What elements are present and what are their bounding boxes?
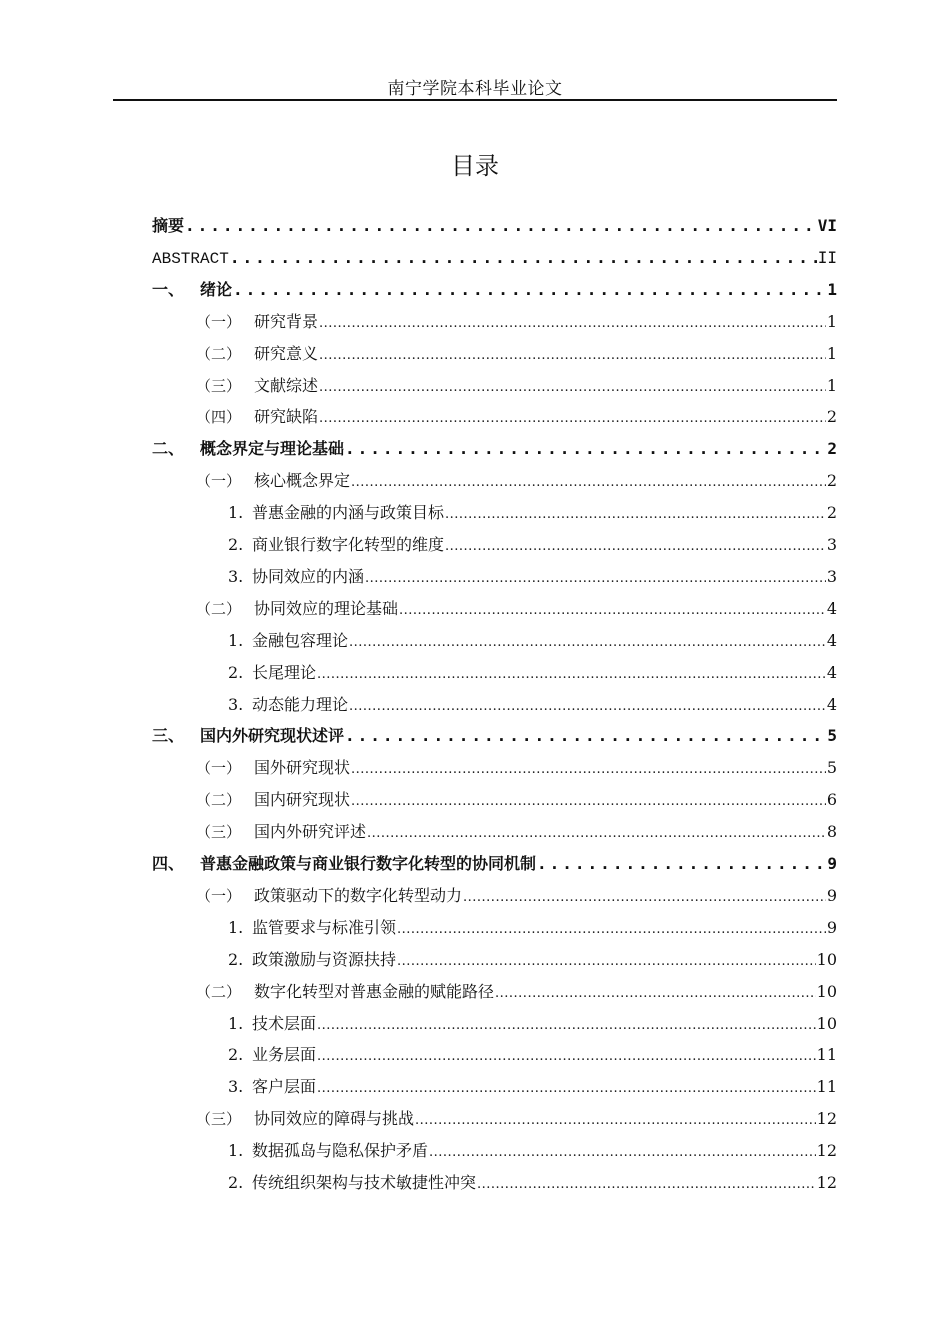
toc-dot-leader [319, 344, 826, 368]
toc-entry-number: （一） [196, 472, 242, 490]
toc-entry[interactable] [228, 1171, 837, 1195]
toc-dot-leader [429, 1141, 816, 1165]
toc-dot-leader [317, 663, 826, 687]
toc-entry[interactable] [152, 437, 837, 461]
toc-entry-title: 文献综述 [254, 376, 319, 395]
toc-entry-page: VI [817, 216, 837, 235]
toc-entry[interactable] [196, 310, 837, 334]
toc-dot-leader [345, 437, 826, 461]
toc-dot-leader [351, 471, 826, 495]
toc-entry-title: 业务层面 [252, 1045, 317, 1064]
toc-entry[interactable] [196, 405, 837, 429]
toc-entry-number: 2. [228, 663, 244, 682]
toc-entry[interactable] [228, 948, 837, 972]
toc-dot-leader [445, 503, 826, 527]
toc-entry-number: （四） [196, 408, 242, 426]
toc-dot-leader [445, 535, 826, 559]
toc-entry-title: 协同效应的理论基础 [254, 599, 399, 618]
toc-dot-leader [367, 822, 826, 846]
toc-entry-number: 3. [228, 695, 244, 714]
toc-dot-leader [319, 407, 826, 431]
toc-entry[interactable] [228, 533, 837, 557]
toc-entry-page: 3 [826, 535, 837, 554]
toc-entry-number: （二） [196, 345, 242, 363]
toc-entry-title: 核心概念界定 [254, 471, 351, 490]
toc-entry[interactable] [152, 214, 837, 238]
toc-entry-number: （二） [196, 791, 242, 809]
toc-entry[interactable] [228, 693, 837, 717]
toc-dot-leader [397, 918, 826, 942]
toc-entry-title: 政策激励与资源扶持 [252, 950, 397, 969]
toc-entry-page: 1 [826, 376, 837, 395]
toc-entry[interactable] [196, 374, 837, 398]
toc-entry[interactable] [196, 820, 837, 844]
toc-entry-page: 4 [826, 695, 837, 714]
toc-dot-leader [495, 982, 816, 1006]
toc-dot-leader [319, 312, 826, 336]
toc-entry-title: 传统组织架构与技术敏捷性冲突 [252, 1173, 477, 1192]
toc-entry-page: 2 [827, 439, 837, 458]
toc-dot-leader [399, 599, 826, 623]
toc-entry-title: 商业银行数字化转型的维度 [252, 535, 445, 554]
toc-entry-title: 国内外研究评述 [254, 822, 367, 841]
toc-entry-number: 1. [228, 1141, 244, 1160]
toc-entry-page: 4 [826, 599, 837, 618]
toc-entry-number: （一） [196, 313, 242, 331]
toc-entry-title: 绪论 [200, 280, 233, 299]
toc-dot-leader [351, 790, 826, 814]
toc-entry-title: 协同效应的内涵 [252, 567, 365, 586]
toc-entry[interactable] [196, 1107, 837, 1131]
toc-dot-leader [319, 376, 826, 400]
toc-entry-title: 数据孤岛与隐私保护矛盾 [252, 1141, 429, 1160]
toc-entry-number: （一） [196, 759, 242, 777]
toc-entry-page: 10 [816, 1014, 837, 1033]
toc-dot-leader [230, 246, 817, 270]
toc-entry-title: 研究缺陷 [254, 407, 319, 426]
toc-entry-title: 长尾理论 [252, 663, 317, 682]
toc-entry-page: 5 [826, 758, 837, 777]
toc-entry-number: 二、 [152, 439, 185, 458]
toc-entry-title: 国内研究现状 [254, 790, 351, 809]
toc-entry[interactable] [196, 756, 837, 780]
toc-entry[interactable] [228, 565, 837, 589]
toc-entry-number: 1. [228, 918, 244, 937]
toc-entry-number: 3. [228, 1077, 244, 1096]
toc-entry[interactable] [152, 246, 837, 270]
page-title: 目录 [451, 152, 499, 180]
toc-entry[interactable] [196, 469, 837, 493]
toc-entry[interactable] [228, 661, 837, 685]
toc-dot-leader [351, 758, 826, 782]
toc-entry-number: 2. [228, 950, 244, 969]
toc-entry-title: 监管要求与标准引领 [252, 918, 397, 937]
toc-dot-leader [415, 1109, 816, 1133]
toc-entry-title: 普惠金融政策与商业银行数字化转型的协同机制 [200, 854, 537, 873]
toc-dot-leader [349, 631, 826, 655]
toc-entry-title: 普惠金融的内涵与政策目标 [252, 503, 445, 522]
toc-entry[interactable] [196, 342, 837, 366]
toc-entry-page: 2 [826, 471, 837, 490]
toc-entry-number: 1. [228, 631, 244, 650]
toc-entry-title: ABSTRACT [152, 250, 229, 268]
toc-entry-page: 9 [826, 918, 837, 937]
toc-entry-page: 8 [826, 822, 837, 841]
toc-dot-leader [185, 214, 817, 238]
toc-entry-number: 2. [228, 1173, 244, 1192]
toc-entry[interactable] [196, 597, 837, 621]
toc-dot-leader [317, 1014, 816, 1038]
toc-entry[interactable] [196, 884, 837, 908]
toc-entry-title: 客户层面 [252, 1077, 317, 1096]
toc-dot-leader [477, 1173, 816, 1197]
toc-entry-number: （三） [196, 1110, 242, 1128]
toc-entry-number: 3. [228, 567, 244, 586]
toc-entry-page: 1 [827, 280, 837, 299]
toc-entry[interactable] [152, 724, 837, 748]
toc-entry[interactable] [228, 916, 837, 940]
toc-entry-page: 11 [816, 1045, 837, 1064]
toc-entry-page: 10 [816, 950, 837, 969]
toc-entry-title: 政策驱动下的数字化转型动力 [254, 886, 463, 905]
toc-entry[interactable] [228, 629, 837, 653]
toc-entry[interactable] [228, 1139, 837, 1163]
toc-entry-page: 4 [826, 663, 837, 682]
toc-dot-leader [365, 567, 826, 591]
toc-dot-leader [537, 852, 826, 876]
toc-entry-number: 三、 [152, 726, 185, 745]
toc-entry-number: 1. [228, 503, 244, 522]
toc-entry-number: （二） [196, 983, 242, 1001]
toc-entry-title: 概念界定与理论基础 [200, 439, 345, 458]
toc-entry-title: 协同效应的障碍与挑战 [254, 1109, 415, 1128]
toc-dot-leader [317, 1045, 816, 1069]
toc-entry-page: 12 [816, 1109, 837, 1128]
toc-entry[interactable] [152, 852, 837, 876]
toc-entry-number: （三） [196, 377, 242, 395]
toc-dot-leader [317, 1077, 816, 1101]
toc-entry-page: 1 [826, 344, 837, 363]
toc-entry-title: 技术层面 [252, 1014, 317, 1033]
toc-entry-page: II [817, 248, 837, 267]
toc-entry-title: 金融包容理论 [252, 631, 349, 650]
toc-entry-title: 研究背景 [254, 312, 319, 331]
toc-entry-title: 国内外研究现状述评 [200, 726, 345, 745]
toc-entry-page: 9 [827, 854, 837, 873]
toc-entry[interactable] [228, 1043, 837, 1067]
toc-entry-title: 数字化转型对普惠金融的赋能路径 [254, 982, 495, 1001]
toc-dot-leader [397, 950, 816, 974]
toc-entry-number: 2. [228, 1045, 244, 1064]
toc-entry-page: 12 [816, 1173, 837, 1192]
toc-entry-page: 10 [816, 982, 837, 1001]
toc-dot-leader [345, 724, 826, 748]
toc-entry-number: 2. [228, 535, 244, 554]
toc-entry-page: 4 [826, 631, 837, 650]
toc-entry-number: 四、 [152, 854, 185, 873]
toc-entry[interactable] [228, 501, 837, 525]
toc-entry-page: 6 [826, 790, 837, 809]
page-header: 南宁学院本科毕业论文 [387, 79, 563, 99]
toc-entry-number: （二） [196, 600, 242, 618]
toc-entry-page: 2 [826, 407, 837, 426]
toc-entry-title: 研究意义 [254, 344, 319, 363]
toc-entry[interactable] [228, 1075, 837, 1099]
toc-entry[interactable] [196, 980, 837, 1004]
toc-entry-page: 1 [826, 312, 837, 331]
toc-entry-page: 9 [826, 886, 837, 905]
toc-dot-leader [463, 886, 826, 910]
toc-entry[interactable] [196, 788, 837, 812]
toc-entry-title: 动态能力理论 [252, 695, 349, 714]
toc-entry-number: （一） [196, 887, 242, 905]
toc-dot-leader [233, 278, 826, 302]
toc-entry[interactable] [228, 1012, 837, 1036]
toc-entry-page: 11 [816, 1077, 837, 1096]
toc-entry[interactable] [152, 278, 837, 302]
toc-entry-page: 12 [816, 1141, 837, 1160]
toc-entry-number: （三） [196, 823, 242, 841]
toc-entry-title: 国外研究现状 [254, 758, 351, 777]
toc-entry-number: 一、 [152, 280, 185, 299]
toc-entry-title: 摘要 [152, 216, 185, 235]
toc-entry-page: 2 [826, 503, 837, 522]
toc-entry-number: 1. [228, 1014, 244, 1033]
toc-entry-page: 3 [826, 567, 837, 586]
toc-entry-page: 5 [827, 726, 837, 745]
toc-dot-leader [349, 695, 826, 719]
